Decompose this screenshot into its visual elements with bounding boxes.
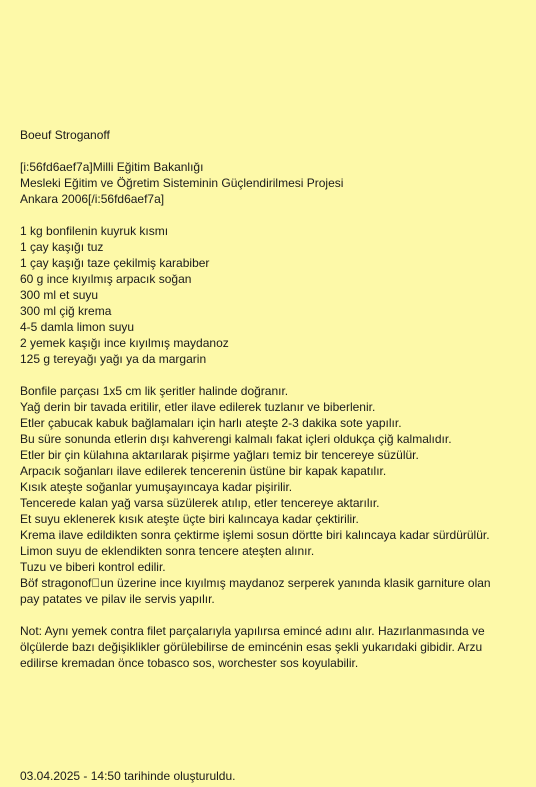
note-text: Not: Aynı yemek contra filet parçalarıyla yapılırsa emincé adını alır. Hazırlanmasında ve ölçülerde bazı değişiklikler görülebilirse de emincénin esas şekli yukarıdaki gibidir. Arzu edilirse kremadan önce tobasco sos, worchester sos koyulabilir.	[20, 624, 489, 670]
source-line: Mesleki Eğitim ve Öğretim Sisteminin Güçlendirilmesi Projesi	[20, 176, 344, 190]
ingredient-item: 300 ml çiğ krema	[20, 304, 112, 318]
source-block	[20, 159, 510, 207]
instruction-step: Kısık ateşte soğanlar yumuşayıncaya kadar pişirilir.	[20, 480, 293, 494]
instruction-step: Krema ilave edildikten sonra çektirme işlemi sosun dörtte biri kalıncaya kadar sürdürülür.	[20, 528, 490, 542]
recipe-title-block	[20, 127, 510, 143]
recipe-document	[20, 127, 510, 687]
instruction-step: Tencerede kalan yağ varsa süzülerek atılıp, etler tencereye aktarılır.	[20, 496, 380, 510]
ingredient-item: 300 ml et suyu	[20, 288, 99, 302]
ingredient-item: 60 g ince kıyılmış arpacık soğan	[20, 272, 192, 286]
source-line: Ankara 2006[/i:56fd6aef7a]	[20, 192, 165, 206]
ingredient-item: 1 çay kaşığı taze çekilmiş karabiber	[20, 256, 210, 270]
ingredient-item: 1 çay kaşığı tuz	[20, 240, 104, 254]
ingredient-item: 1 kg bonfilenin kuyruk kısmı	[20, 224, 169, 238]
instructions-list	[20, 383, 510, 607]
note-block	[20, 623, 510, 671]
instruction-step: Böf stragonof un üzerine ince kıyılmış maydanoz serperek yanında klasik garniture olan pay patates ve pilav ile servis yapılır.	[20, 576, 494, 606]
instruction-step: Bonfile parçası 1x5 cm lik şeritler halinde doğranır.	[20, 384, 289, 398]
source-line: [i:56fd6aef7a]Milli Eğitim Bakanlığı	[20, 160, 204, 174]
ingredient-item: 2 yemek kaşığı ince kıyılmış maydanoz	[20, 336, 229, 350]
instruction-step: Et suyu eklenerek kısık ateşte üçte biri kalıncaya kadar çektirilir.	[20, 512, 359, 526]
ingredient-item: 125 g tereyağı yağı ya da margarin	[20, 352, 207, 366]
instruction-step: Tuzu ve biberi kontrol edilir.	[20, 560, 166, 574]
ingredient-item: 4-5 damla limon suyu	[20, 320, 135, 334]
recipe-title: Boeuf Stroganoff	[20, 128, 110, 142]
instruction-step: Yağ derin bir tavada eritilir, etler ilave edilerek tuzlanır ve biberlenir.	[20, 400, 376, 414]
instruction-step: Bu süre sonunda etlerin dışı kahverengi kalmalı fakat içleri oldukça çiğ kalmalıdır.	[20, 432, 452, 446]
instruction-step: Etler çabucak kabuk bağlamaları için harlı ateşte 2-3 dakika sote yapılır.	[20, 416, 402, 430]
footer-timestamp: 03.04.2025 - 14:50 tarihinde oluşturuldu.	[20, 769, 236, 783]
ingredients-list	[20, 223, 510, 367]
instruction-step: Arpacık soğanları ilave edilerek tencerenin üstüne bir kapak kapatılır.	[20, 464, 387, 478]
instruction-step: Limon suyu de eklendikten sonra tencere ateşten alınır.	[20, 544, 315, 558]
instruction-step: Etler bir çin külahına aktarılarak pişirme yağları temiz bir tencereye süzülür.	[20, 448, 419, 462]
